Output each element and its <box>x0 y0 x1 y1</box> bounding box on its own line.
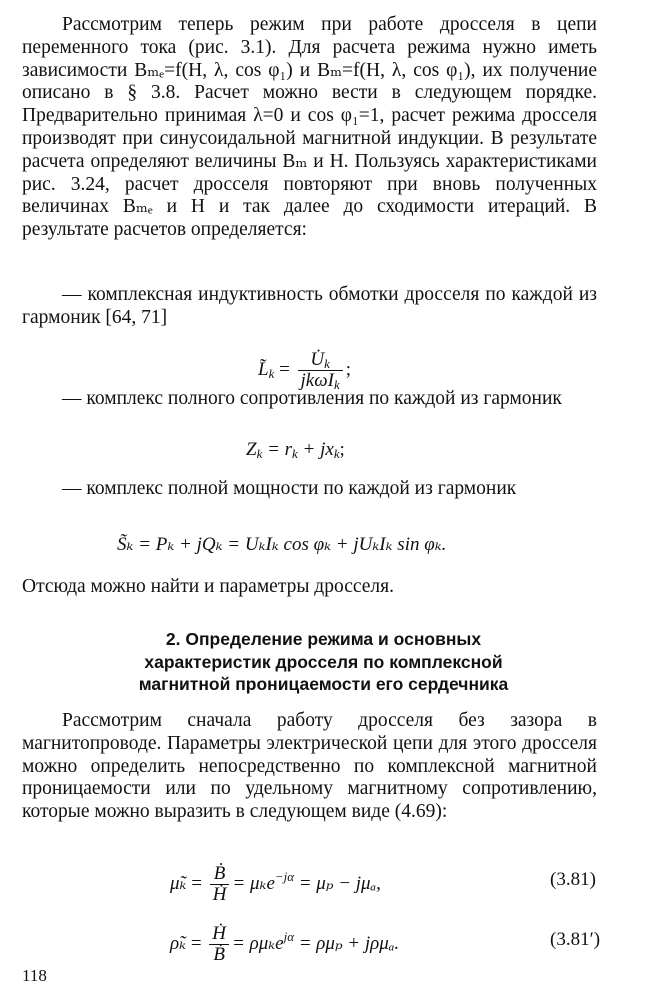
list-item-inductance: — комплексная индуктивность обмотки дросселя по каждой из гармоник [64, 71] <box>22 284 597 328</box>
fraction: $\frac{U̇_k}{jk\omega I_k}$ <box>298 350 343 391</box>
equation-power: S̃ₖ = Pₖ + jQₖ = UₖIₖ cos φₖ + jUₖIₖ sin φₖ. <box>117 534 447 555</box>
equation-number: (3.81′) <box>550 929 601 950</box>
list-item-impedance: — комплекс полного сопротивления по каждой из гармоник <box>62 388 562 409</box>
fraction: $\frac{Ḣ}{Ḃ}$ <box>209 924 229 965</box>
paragraph-parameters: Отсюда можно найти и параметры дросселя. <box>22 576 394 597</box>
paragraph-intro: Рассмотрим теперь режим при работе дросселя в цепи переменного тока (рис. 3.1). Для расчета режима нужно иметь зависимости Bₘₑ=f(H, λ, cos φ₁) и Bₘ=f(H, λ, cos φ₁), их получение описано в § 3.8. Расчет можно вести в следующем порядке. Предварительно принимая λ=0 и cos φ₁=1, расчет режима дросселя производят при синусоидальной магнитной индукции. В результате расчета определяют величины Bₘ и H. Пользуясь характеристиками рис. 3.24, расчет дросселя повторяют при вновь полученных величинах Bₘₑ и H и так далее до сходимости итераций. В результате расчетов определяется: <box>22 14 597 241</box>
list-item-power: — комплекс полной мощности по каждой из гармоник <box>62 478 517 499</box>
section-heading: 2. Определение режима и основных характеристик дросселя по комплексной магнитной проницаемости его сердечника <box>138 629 509 694</box>
fraction: $\frac{Ḃ}{Ḣ}$ <box>210 864 230 905</box>
equation-impedance: $Z_k = r_k + jx_k$; <box>246 439 345 461</box>
equation-number: (3.81) <box>550 869 596 890</box>
page-number: 118 <box>22 966 47 985</box>
equation-reluctance: ρ̃ₖ = $\frac{Ḣ}{Ḃ}$ = ρμₖe$^{j\alpha}$ = ρμₚ + jρμₐ. (3.81′) <box>170 923 601 965</box>
equation-permeability: μ̃ₖ = $\frac{Ḃ}{Ḣ}$ = μₖe$^{-j\alpha}$ = μₚ − jμₐ, (3.81) <box>170 863 596 905</box>
paragraph-section-intro: Рассмотрим сначала работу дросселя без зазора в магнитопроводе. Параметры электрической цепи для этого дросселя можно определить непосредственно по комплексной магнитной проницаемости или по удельному магнитному сопротивлению, которые можно выразить в следующем виде (4.69): <box>22 710 597 823</box>
equation-inductance: $L̃_k$ = $\frac{U̇_k}{jk\omega I_k}$ ; <box>258 349 352 392</box>
